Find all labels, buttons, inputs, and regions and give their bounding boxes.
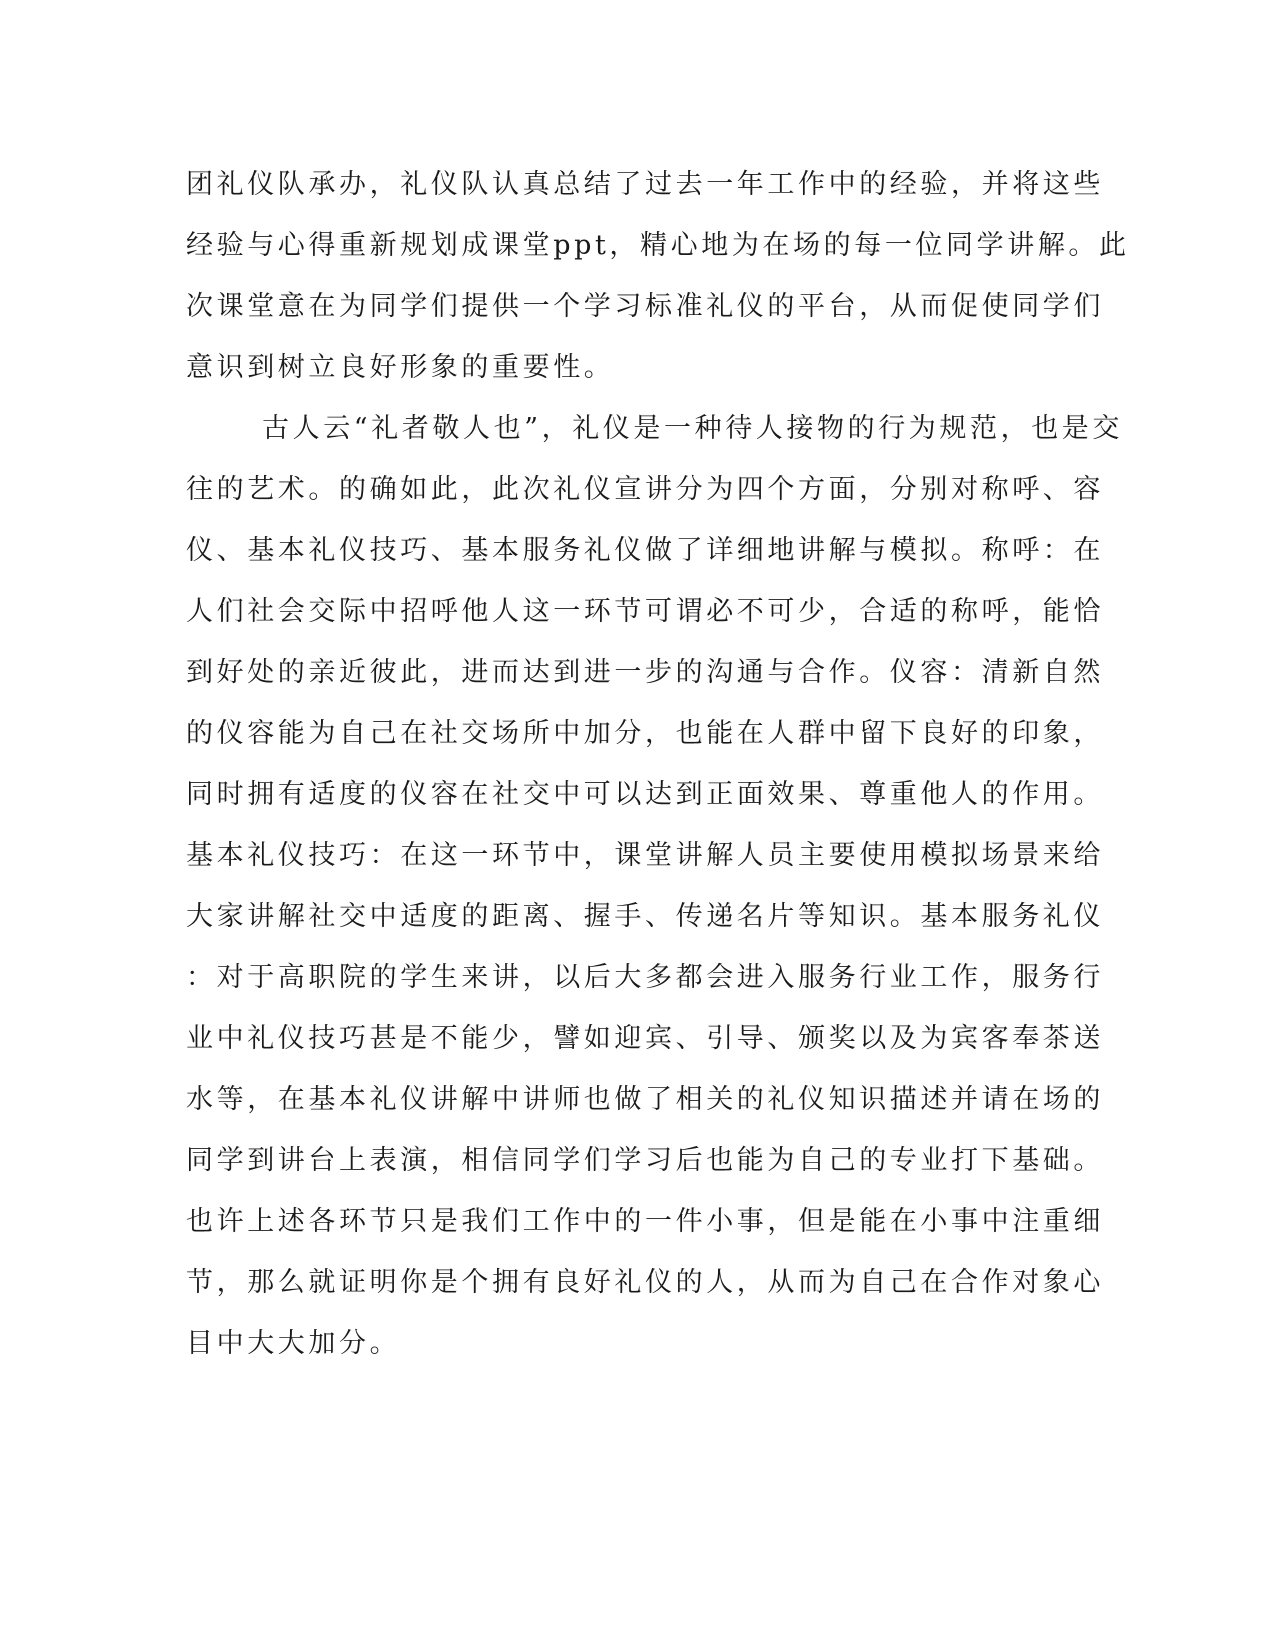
text-line: 也许上述各环节只是我们工作中的一件小事，但是能在小事中注重细: [186, 1206, 1104, 1237]
text-line: 同学到讲台上表演，相信同学们学习后也能为自己的专业打下基础。: [186, 1145, 1104, 1176]
text-line: 的仪容能为自己在社交场所中加分，也能在人群中留下良好的印象，: [186, 718, 1104, 749]
text-line: 节，那么就证明你是个拥有良好礼仪的人，从而为自己在合作对象心: [186, 1267, 1104, 1298]
text-line: 目中大大加分。: [186, 1328, 401, 1359]
paragraph-2: [186, 398, 1124, 1374]
text-line: 经验与心得重新规划成课堂ppt，精心地为在场的每一位同学讲解。此: [186, 230, 1130, 261]
text-line: 古人云“礼者敬人也”，礼仪是一种待人接物的行为规范，也是交: [262, 413, 1124, 444]
text-line: 到好处的亲近彼此，进而达到进一步的沟通与合作。仪容：清新自然: [186, 657, 1104, 688]
text-line: 仪、基本礼仪技巧、基本服务礼仪做了详细地讲解与模拟。称呼：在: [186, 535, 1104, 566]
body-text: [186, 154, 1130, 1374]
text-line: 同时拥有适度的仪容在社交中可以达到正面效果、尊重他人的作用。: [186, 779, 1104, 810]
paragraph-1: [186, 154, 1130, 398]
text-line: 往的艺术。的确如此，此次礼仪宣讲分为四个方面，分别对称呼、容: [186, 474, 1104, 505]
text-line: 大家讲解社交中适度的距离、握手、传递名片等知识。基本服务礼仪: [186, 901, 1104, 932]
text-line: 意识到树立良好形象的重要性。: [186, 352, 615, 383]
text-line: 人们社会交际中招呼他人这一环节可谓必不可少，合适的称呼，能恰: [186, 596, 1104, 627]
text-line: ：对于高职院的学生来讲，以后大多都会进入服务行业工作，服务行: [186, 962, 1104, 993]
text-line: 团礼仪队承办，礼仪队认真总结了过去一年工作中的经验，并将这些: [186, 169, 1104, 200]
text-line: 次课堂意在为同学们提供一个学习标准礼仪的平台，从而促使同学们: [186, 291, 1104, 322]
text-line: 基本礼仪技巧：在这一环节中，课堂讲解人员主要使用模拟场景来给: [186, 840, 1104, 871]
text-line: 业中礼仪技巧甚是不能少，譬如迎宾、引导、颁奖以及为宾客奉茶送: [186, 1023, 1104, 1054]
text-line: 水等，在基本礼仪讲解中讲师也做了相关的礼仪知识描述并请在场的: [186, 1084, 1104, 1115]
